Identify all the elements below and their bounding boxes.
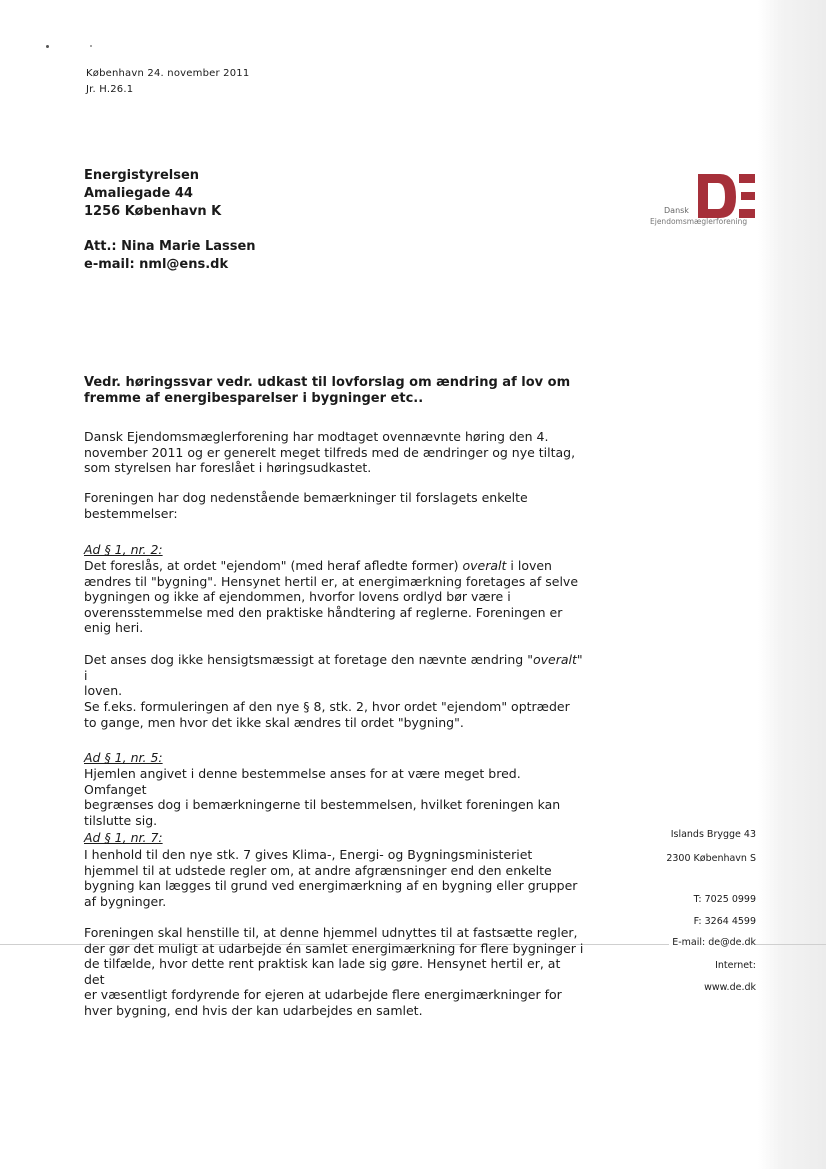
contact-fax: F: 3264 4599 xyxy=(693,916,756,927)
contact-email: E-mail: de@de.dk xyxy=(669,937,756,948)
text-line: Hjemlen angivet i denne bestemmelse anses for at være meget bred. Omfanget xyxy=(84,766,521,797)
scan-edge-shadow xyxy=(758,0,826,1169)
section-1-paragraph-2 xyxy=(84,652,584,699)
text-line: I henhold til den nye stk. 7 gives Klima-, Energi- og Bygningsministeriet xyxy=(84,847,533,862)
text-line: de tilfælde, hvor dette rent praktisk kan lade sig gøre. Hensynet hertil er, at det xyxy=(84,956,561,987)
section-3-paragraph-2 xyxy=(84,925,584,1018)
text-run: Det anses dog ikke hensigtsmæssigt at foretage den nævnte ændring xyxy=(84,652,528,667)
contact-website: www.de.dk xyxy=(704,982,756,993)
subject-line-2: fremme af energibesparelser i bygninger etc.. xyxy=(84,391,424,406)
text-line: begrænses dog i bemærkningerne til bestemmelsen, hvilket foreningen kan xyxy=(84,797,561,812)
text-line: bygning kan lægges til grund ved energimærkning af en bygning eller grupper xyxy=(84,878,578,893)
recipient-city: 1256 København K xyxy=(84,204,222,219)
reference-number: Jr. H.26.1 xyxy=(86,84,134,95)
section-1-paragraph-3 xyxy=(84,699,584,730)
text-line: Foreningen skal henstille til, at denne hjemmel udnyttes til at fastsætte regler, xyxy=(84,925,578,940)
section-heading-1: Ad § 1, nr. 2: xyxy=(84,542,163,557)
logo-line-1: Dansk xyxy=(664,206,689,215)
contact-internet-label: Internet: xyxy=(715,960,756,971)
de-logo xyxy=(648,170,768,232)
text-line: Se f.eks. formuleringen af den nye § 8, stk. 2, hvor ordet "ejendom" optræder xyxy=(84,699,570,714)
text-line: bygningen og ikke af ejendommen, hvorfor lovens ordlyd bør være i xyxy=(84,589,511,604)
text-line xyxy=(84,652,584,683)
recipient-street: Amaliegade 44 xyxy=(84,186,193,201)
text-line: som styrelsen har foreslået i høringsudkastet. xyxy=(84,460,372,475)
subject-line-1: Vedr. høringssvar vedr. udkast til lovforslag om ændring af lov om xyxy=(84,375,571,390)
recipient-email: e-mail: nml@ens.dk xyxy=(84,257,229,272)
section-2-paragraph-1 xyxy=(84,766,584,828)
text-line: er væsentligt fordyrende for ejeren at udarbejde flere energimærkninger for xyxy=(84,987,562,1002)
text-line: enig heri. xyxy=(84,620,144,635)
text-run: i xyxy=(84,667,88,683)
letter-subject xyxy=(84,375,604,407)
text-line: af bygninger. xyxy=(84,893,167,909)
scan-speck xyxy=(90,45,92,47)
text-line: tilslutte sig. xyxy=(84,812,158,828)
text-line: loven. xyxy=(84,683,123,698)
place-date: København 24. november 2011 xyxy=(86,68,250,79)
emphasis-text: overalt xyxy=(462,558,507,573)
recipient-org: Energistyrelsen xyxy=(84,168,200,183)
emphasis-text: "overalt" xyxy=(527,652,583,667)
text-line: to gange, men hvor det ikke skal ændres til ordet "bygning". xyxy=(84,714,464,730)
scan-speck xyxy=(46,45,49,48)
text-line xyxy=(84,558,584,574)
recipient-attention: Att.: Nina Marie Lassen xyxy=(84,239,256,254)
text-run: i loven xyxy=(506,558,552,573)
section-3-paragraph-1 xyxy=(84,847,584,909)
text-line: Foreningen har dog nedenstående bemærkninger til forslagets enkelte xyxy=(84,490,528,505)
text-line: overensstemmelse med den praktiske håndtering af reglerne. Foreningen er xyxy=(84,604,563,620)
text-line: hver bygning, end hvis der kan udarbejdes en samlet. xyxy=(84,1002,423,1018)
section-1-paragraph-1 xyxy=(84,558,584,636)
section-heading-3: Ad § 1, nr. 7: xyxy=(84,830,163,845)
section-heading-2: Ad § 1, nr. 5: xyxy=(84,750,163,765)
text-line: bestemmelser: xyxy=(84,505,178,521)
text-line: Dansk Ejendomsmæglerforening har modtaget ovennævnte høring den 4. xyxy=(84,429,549,444)
text-run: Det foreslås, at ordet "ejendom" (med heraf afledte former) xyxy=(84,558,463,573)
text-line: ændres til "bygning". Hensynet hertil er, at energimærkning foretages af selve xyxy=(84,573,579,589)
text-line: hjemmel til at udstede regler om, at andre afgrænsninger end den enkelte xyxy=(84,862,552,878)
text-line: november 2011 og er generelt meget tilfreds med de ændringer og nye tiltag, xyxy=(84,444,576,460)
intro-paragraph-1 xyxy=(84,429,584,476)
contact-city: 2300 København S xyxy=(666,853,756,864)
logo-line-2: Ejendomsmæglerforening xyxy=(650,217,748,226)
text-line: der gør det muligt at udarbejde én samlet energimærkning for flere bygninger i xyxy=(84,940,584,956)
contact-street: Islands Brygge 43 xyxy=(670,829,756,840)
contact-phone: T: 7025 0999 xyxy=(693,894,756,905)
intro-paragraph-2 xyxy=(84,490,584,521)
